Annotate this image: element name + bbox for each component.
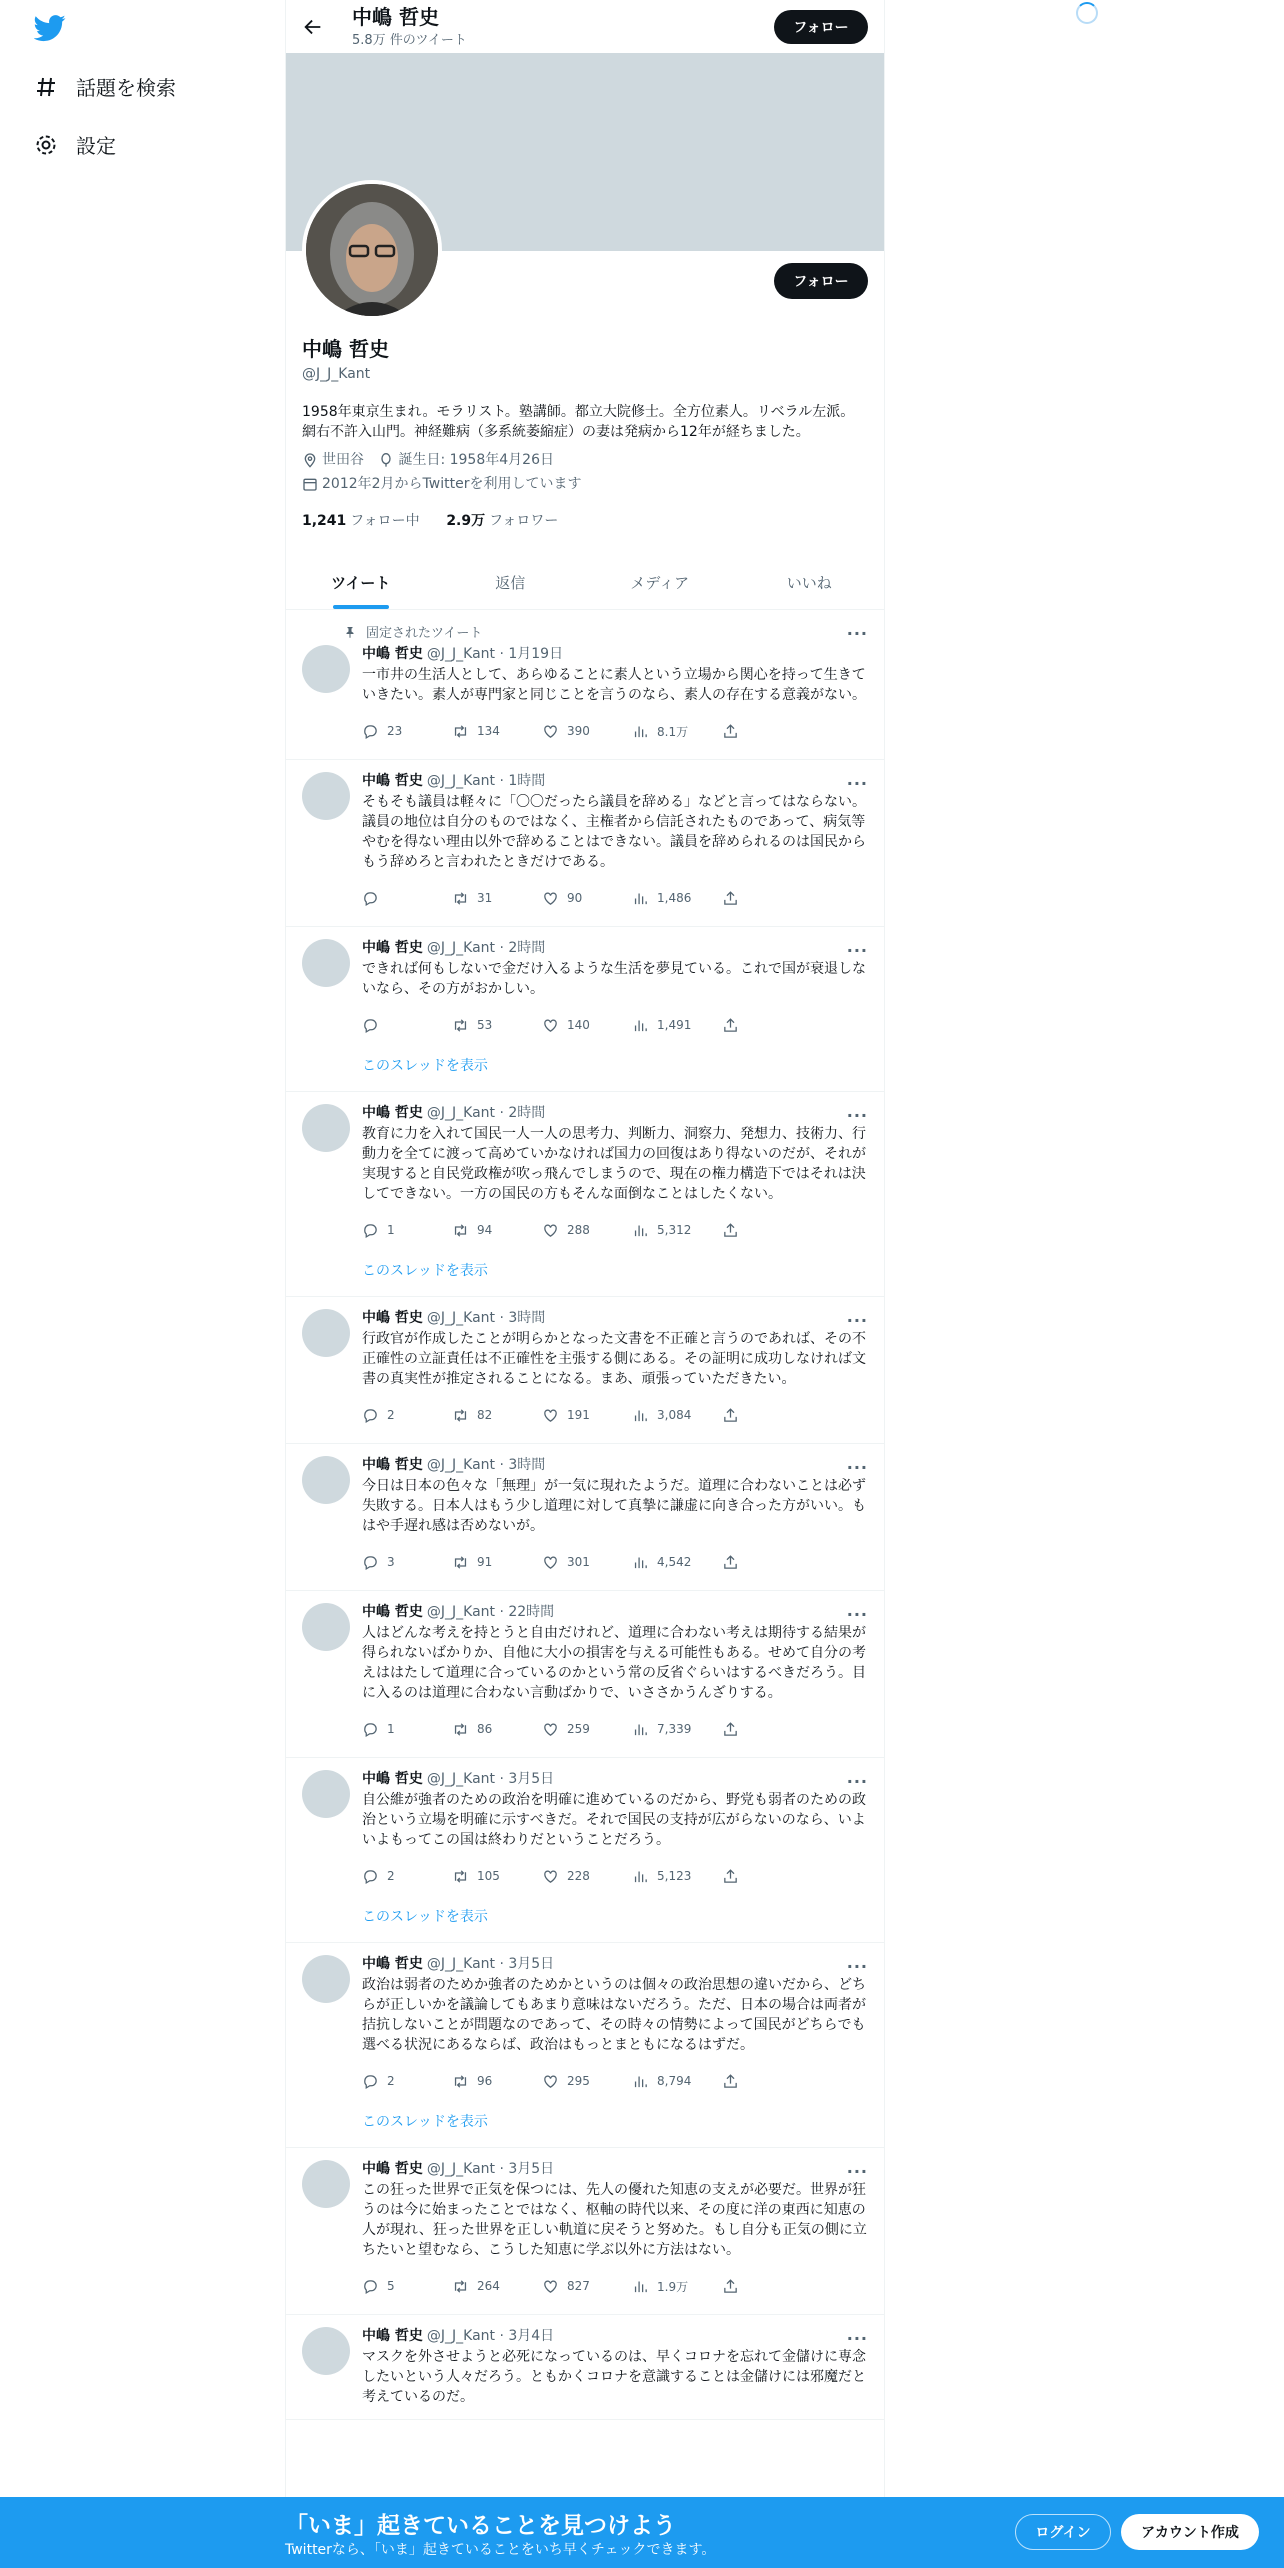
tweet-avatar[interactable] (302, 939, 350, 987)
tweet-author[interactable]: 中嶋 哲史 (362, 773, 423, 789)
signup-headline: 「いま」起きていることを見つけよう (285, 2513, 676, 2539)
tweet-author[interactable]: 中嶋 哲史 (362, 1604, 423, 1620)
tweet-avatar[interactable] (302, 772, 350, 820)
tweet[interactable] (286, 1943, 884, 2148)
tweet-avatar[interactable] (302, 1955, 350, 2003)
tweet-actions (362, 2270, 868, 2302)
reply-button[interactable]: 2 (362, 1868, 452, 1885)
show-thread-link[interactable]: このスレッドを表示 (362, 2114, 488, 2130)
tweet-count: 5.8万 件のツイート (352, 33, 467, 48)
tweet-text: 自公維が強者のための政治を明確に進めているのだから、野党も弱者のための政治という立場を明確に示すべきだ。それで国民の支持が広がらないのなら、いよいよもってこの国は終わりだということだろう。 (362, 1792, 866, 1848)
share-icon (722, 1721, 739, 1738)
retweet-button[interactable]: 105 (452, 1868, 542, 1885)
views-button[interactable]: 5,123 (632, 1868, 722, 1885)
tweet-text: 政治は弱者のためか強者のためかというのは個々の政治思想の違いだから、どちらが正しいかを議論してもあまり意味はないだろう。ただ、日本の場合は両者が拮抗しないことが問題なのであって、その時々の情勢によって国民がどちらでも選べる状況にあるならば、政治はもっとまともになるはずだ。 (362, 1977, 866, 2053)
views-chart-icon (632, 723, 649, 740)
reply-icon (362, 2073, 379, 2090)
views-chart-icon (632, 1407, 649, 1424)
tweet[interactable] (286, 2148, 884, 2315)
more-options-icon[interactable]: ··· (846, 1957, 868, 1976)
views-button[interactable]: 8.1万 (632, 723, 722, 740)
share-icon (722, 1554, 739, 1571)
tweet-meta[interactable]: @J_J_Kant · 1月19日 (426, 646, 564, 662)
profile-meta (302, 450, 868, 498)
header-name: 中嶋 哲史 (352, 5, 439, 29)
sidebar-item-settings[interactable] (34, 130, 116, 159)
share-icon (722, 890, 739, 907)
tab-tweets[interactable]: ツイート (286, 556, 436, 609)
calendar-icon (302, 476, 318, 492)
views-button[interactable]: 1.9万 (632, 2278, 722, 2295)
tweet[interactable] (286, 1297, 884, 1444)
pin-icon (344, 626, 356, 638)
share-button[interactable] (722, 1554, 812, 1571)
share-icon (722, 2073, 739, 2090)
more-options-icon[interactable]: ··· (846, 1458, 868, 1477)
tweet-avatar[interactable] (302, 1104, 350, 1152)
tweet-avatar[interactable] (302, 1456, 350, 1504)
retweet-button[interactable]: 264 (452, 2278, 542, 2295)
location-pin-icon (302, 452, 318, 468)
tweet[interactable] (286, 760, 884, 927)
views-button[interactable]: 1,486 (632, 890, 722, 907)
retweet-icon (452, 1407, 469, 1424)
reply-button[interactable]: 2 (362, 1407, 452, 1424)
reply-button[interactable] (362, 890, 452, 907)
like-button[interactable]: 90 (542, 890, 632, 907)
views-chart-icon (632, 1721, 649, 1738)
profile-handle: @J_J_Kant (302, 366, 371, 382)
tweet-actions (362, 1713, 868, 1745)
profile-header (286, 0, 884, 53)
heart-icon (542, 1222, 559, 1239)
tweet-actions (362, 882, 868, 914)
reply-button[interactable]: 5 (362, 2278, 452, 2295)
sidebar-item-label: 設定 (76, 134, 116, 158)
views-button[interactable]: 3,084 (632, 1407, 722, 1424)
retweet-button[interactable]: 86 (452, 1721, 542, 1738)
show-thread-link[interactable]: このスレッドを表示 (362, 1263, 488, 1279)
tweet-meta[interactable]: @J_J_Kant · 1時間 (426, 773, 546, 789)
heart-icon (542, 1868, 559, 1885)
tweet-author[interactable]: 中嶋 哲史 (362, 940, 423, 956)
heart-icon (542, 1721, 559, 1738)
more-options-icon[interactable]: ··· (846, 624, 868, 643)
share-button[interactable] (722, 1222, 812, 1239)
retweet-icon (452, 723, 469, 740)
reply-button[interactable]: 1 (362, 1222, 452, 1239)
retweet-button[interactable]: 94 (452, 1222, 542, 1239)
signup-button[interactable]: アカウント作成 (1121, 2514, 1259, 2550)
tweet-author[interactable]: 中嶋 哲史 (362, 1105, 423, 1121)
views-button[interactable]: 1,491 (632, 1017, 722, 1034)
like-button[interactable]: 259 (542, 1721, 632, 1738)
like-button[interactable]: 295 (542, 2073, 632, 2090)
reply-button[interactable]: 23 (362, 723, 452, 740)
reply-button[interactable] (362, 1017, 452, 1034)
like-button[interactable]: 390 (542, 723, 632, 740)
tweet-meta[interactable]: @J_J_Kant · 3時間 (426, 1457, 546, 1473)
retweet-icon (452, 1017, 469, 1034)
retweet-icon (452, 1554, 469, 1571)
location: 世田谷 (302, 450, 364, 470)
views-chart-icon (632, 2073, 649, 2090)
tweet-avatar[interactable] (302, 2160, 350, 2208)
tab-replies[interactable]: 返信 (495, 574, 526, 592)
tweet-author[interactable]: 中嶋 哲史 (362, 1771, 423, 1787)
tweet-meta[interactable]: @J_J_Kant · 3月5日 (426, 1771, 555, 1787)
heart-icon (542, 2073, 559, 2090)
tweet-avatar[interactable] (302, 645, 350, 693)
share-button[interactable] (722, 2278, 812, 2295)
tweet-meta[interactable]: @J_J_Kant · 3月5日 (426, 1956, 555, 1972)
tweet[interactable] (286, 927, 884, 1092)
like-button[interactable]: 228 (542, 1868, 632, 1885)
share-icon (722, 1222, 739, 1239)
tweet[interactable] (286, 1444, 884, 1591)
tweet-avatar[interactable] (302, 1603, 350, 1651)
share-button[interactable] (722, 890, 812, 907)
following-link[interactable]: 1,241 フォロー中 (302, 513, 420, 529)
more-options-icon[interactable]: ··· (846, 1311, 868, 1330)
like-button[interactable]: 301 (542, 1554, 632, 1571)
login-button[interactable]: ログイン (1015, 2514, 1111, 2550)
tweet-meta[interactable]: @J_J_Kant · 22時間 (426, 1604, 555, 1620)
share-button[interactable] (722, 1017, 812, 1034)
sidebar-item-explore[interactable] (34, 72, 176, 101)
joined-date: 2012年2月からTwitterを利用しています (302, 474, 581, 494)
share-icon (722, 723, 739, 740)
retweet-icon (452, 1222, 469, 1239)
pinned-label: 固定されたツイート (344, 622, 868, 641)
tweet-meta[interactable]: @J_J_Kant · 3月4日 (426, 2328, 555, 2344)
share-button[interactable] (722, 2073, 812, 2090)
tweet[interactable] (286, 610, 884, 760)
tweet[interactable] (286, 1092, 884, 1297)
views-button[interactable]: 4,542 (632, 1554, 722, 1571)
tweet-avatar[interactable] (302, 1309, 350, 1357)
tweet-meta[interactable]: @J_J_Kant · 2時間 (426, 1105, 546, 1121)
like-button[interactable]: 140 (542, 1017, 632, 1034)
gear-icon (34, 133, 58, 157)
tweet[interactable] (286, 1591, 884, 1758)
tweet-author[interactable]: 中嶋 哲史 (362, 1310, 423, 1326)
tweet-text: この狂った世界で正気を保つには、先人の優れた知恵の支えが必要だ。世界が狂うのは今に始まったことではなく、枢軸の時代以来、その度に洋の東西に知恵の人が現れ、狂った世界を正しい軌道に戻そうと努めた。もし自分も正気の側に立ちたいと望むなら、こうした知恵に学ぶ以外に方法はない。 (362, 2182, 867, 2258)
profile-name: 中嶋 哲史 (302, 337, 389, 361)
reply-button[interactable]: 3 (362, 1554, 452, 1571)
tweet[interactable] (286, 1758, 884, 1943)
tweet-author[interactable]: 中嶋 哲史 (362, 1956, 423, 1972)
tweet-meta[interactable]: @J_J_Kant · 3時間 (426, 1310, 546, 1326)
tweet-actions (362, 2065, 868, 2097)
follow-button-header[interactable]: フォロー (774, 10, 868, 44)
retweet-button[interactable]: 53 (452, 1017, 542, 1034)
tweet-author[interactable]: 中嶋 哲史 (362, 2328, 423, 2344)
views-chart-icon (632, 2278, 649, 2295)
reply-icon (362, 1721, 379, 1738)
heart-icon (542, 1017, 559, 1034)
followers-link[interactable]: 2.9万 フォロワー (446, 513, 559, 529)
signup-subtext: Twitterなら、「いま」起きていることをいち早くチェックできます。 (285, 2542, 716, 2558)
retweet-icon (452, 2073, 469, 2090)
more-options-icon[interactable]: ··· (846, 1106, 868, 1125)
tweet-actions (362, 1546, 868, 1578)
reply-icon (362, 1868, 379, 1885)
views-chart-icon (632, 1017, 649, 1034)
retweet-button[interactable]: 82 (452, 1407, 542, 1424)
share-icon (722, 2278, 739, 2295)
more-options-icon[interactable]: ··· (846, 2162, 868, 2181)
more-options-icon[interactable]: ··· (846, 1605, 868, 1624)
tab-likes[interactable]: いいね (786, 574, 832, 592)
tweet-actions (362, 1214, 868, 1246)
show-thread-link[interactable]: このスレッドを表示 (362, 1909, 488, 1925)
views-chart-icon (632, 1554, 649, 1571)
retweet-button[interactable]: 96 (452, 2073, 542, 2090)
tab-media[interactable]: メディア (630, 574, 690, 592)
tweet-actions (362, 715, 868, 747)
tweet-avatar[interactable] (302, 1770, 350, 1818)
heart-icon (542, 890, 559, 907)
sidebar-item-label: 話題を検索 (76, 76, 176, 100)
retweet-icon (452, 1868, 469, 1885)
timeline (286, 610, 884, 2420)
heart-icon (542, 1554, 559, 1571)
share-button[interactable] (722, 1407, 812, 1424)
twitter-logo-icon[interactable] (34, 12, 66, 44)
views-chart-icon (632, 1868, 649, 1885)
share-icon (722, 1407, 739, 1424)
signup-banner (0, 2497, 1284, 2568)
reply-icon (362, 1554, 379, 1571)
tweet-text: 一市井の生活人として、あらゆることに素人という立場から関心を持って生きていきたい。素人が専門家と同じことを言うのなら、素人の存在する意義がない。 (362, 667, 866, 703)
tweet-meta[interactable]: @J_J_Kant · 3月5日 (426, 2161, 555, 2177)
views-chart-icon (632, 1222, 649, 1239)
follow-counts (302, 510, 868, 530)
reply-icon (362, 723, 379, 740)
profile-bio: 1958年東京生まれ。モラリスト。塾講師。都立大院修士。全方位素人。リベラル左派。網右不許入山門。神経難病（多系統萎縮症）の妻は発病から12年が経ちました。 (302, 404, 855, 440)
hashtag-icon (34, 75, 58, 99)
tweet[interactable] (286, 2315, 884, 2420)
share-button[interactable] (722, 1868, 812, 1885)
retweet-icon (452, 2278, 469, 2295)
retweet-icon (452, 1721, 469, 1738)
heart-icon (542, 723, 559, 740)
tweet-author[interactable]: 中嶋 哲史 (362, 1457, 423, 1473)
tweet-avatar[interactable] (302, 2327, 350, 2375)
tweet-text: できれば何もしないで金だけ入るような生活を夢見ている。これで国が衰退しないなら、その方がおかしい。 (362, 961, 866, 997)
retweet-icon (452, 890, 469, 907)
profile-tabs (286, 556, 884, 610)
reply-button[interactable]: 1 (362, 1721, 452, 1738)
share-icon (722, 1017, 739, 1034)
reply-icon (362, 1222, 379, 1239)
like-button[interactable]: 827 (542, 2278, 632, 2295)
reply-icon (362, 1407, 379, 1424)
like-button[interactable]: 288 (542, 1222, 632, 1239)
tweet-author[interactable]: 中嶋 哲史 (362, 2161, 423, 2177)
share-button[interactable] (722, 723, 812, 740)
reply-icon (362, 890, 379, 907)
reply-button[interactable]: 2 (362, 2073, 452, 2090)
show-thread-link[interactable]: このスレッドを表示 (362, 1058, 488, 1074)
heart-icon (542, 1407, 559, 1424)
tweet-actions (362, 1860, 868, 1892)
more-options-icon[interactable]: ··· (846, 941, 868, 960)
main-column (285, 0, 885, 2568)
retweet-button[interactable]: 134 (452, 723, 542, 740)
tweet-actions (362, 1399, 868, 1431)
more-options-icon[interactable]: ··· (846, 774, 868, 793)
balloon-icon (378, 452, 394, 468)
more-options-icon[interactable]: ··· (846, 1772, 868, 1791)
tweet-actions (362, 1009, 868, 1041)
views-chart-icon (632, 890, 649, 907)
tweet-author[interactable]: 中嶋 哲史 (362, 646, 423, 662)
views-button[interactable]: 5,312 (632, 1222, 722, 1239)
birthday: 誕生日: 1958年4月26日 (378, 450, 554, 470)
share-button[interactable] (722, 1721, 812, 1738)
views-button[interactable]: 7,339 (632, 1721, 722, 1738)
like-button[interactable]: 191 (542, 1407, 632, 1424)
tweet-text: マスクを外させようと必死になっているのは、早くコロナを忘れて金儲けに専念したいという人々だろう。ともかくコロナを意識することは金儲けには邪魔だと考えているのだ。 (362, 2349, 866, 2405)
retweet-button[interactable]: 91 (452, 1554, 542, 1571)
avatar[interactable] (302, 180, 442, 320)
heart-icon (542, 2278, 559, 2295)
more-options-icon[interactable]: ··· (846, 2329, 868, 2348)
loading-spinner-icon (1076, 2, 1098, 24)
follow-button[interactable]: フォロー (774, 263, 868, 299)
tweet-text: そもそも議員は軽々に「〇〇だったら議員を辞める」などと言ってはならない。議員の地位は自分のものではなく、主権者から信託されたものであって、病気等やむを得ない理由以外で辞めることはできない。議員を辞められるのは国民からもう辞めろと言われたときだけである。 (362, 794, 866, 870)
tweet-text: 人はどんな考えを持とうと自由だけれど、道理に合わない考えは期待する結果が得られないばかりか、自他に大小の損害を与える可能性もある。せめて自分の考えははたして道理に合っているのかという常の反省ぐらいはするべきだろう。目に入るのは道理に合わない言動ばかりで、いささかうんざりする。 (362, 1625, 866, 1701)
reply-icon (362, 1017, 379, 1034)
tweet-text: 行政官が作成したことが明らかとなった文書を不正確と言うのであれば、その不正確性の立証責任は不正確性を主張する側にある。その証明に成功しなければ文書の真実性が推定されることになる。まあ、頑張っていただきたい。 (362, 1331, 866, 1387)
share-icon (722, 1868, 739, 1885)
reply-icon (362, 2278, 379, 2295)
retweet-button[interactable]: 31 (452, 890, 542, 907)
tweet-text: 今日は日本の色々な「無理」が一気に現れたようだ。道理に合わないことは必ず失敗する。日本人はもう少し道理に対して真摯に謙虚に向き合った方がいい。もはや手遅れ感は否めないが。 (362, 1478, 866, 1534)
back-arrow-icon[interactable] (302, 16, 324, 38)
tweet-text: 教育に力を入れて国民一人一人の思考力、判断力、洞察力、発想力、技術力、行動力を全てに渡って高めていかなければ国力の回復はあり得ないのだが、それが実現すると自民党政権が吹っ飛んでしまうので、現在の権力構造下ではそれは決してできない。一方の国民の方もそんな面倒なことはしたくない。 (362, 1126, 866, 1202)
views-button[interactable]: 8,794 (632, 2073, 722, 2090)
tweet-meta[interactable]: @J_J_Kant · 2時間 (426, 940, 546, 956)
avatar-photo (306, 184, 438, 316)
